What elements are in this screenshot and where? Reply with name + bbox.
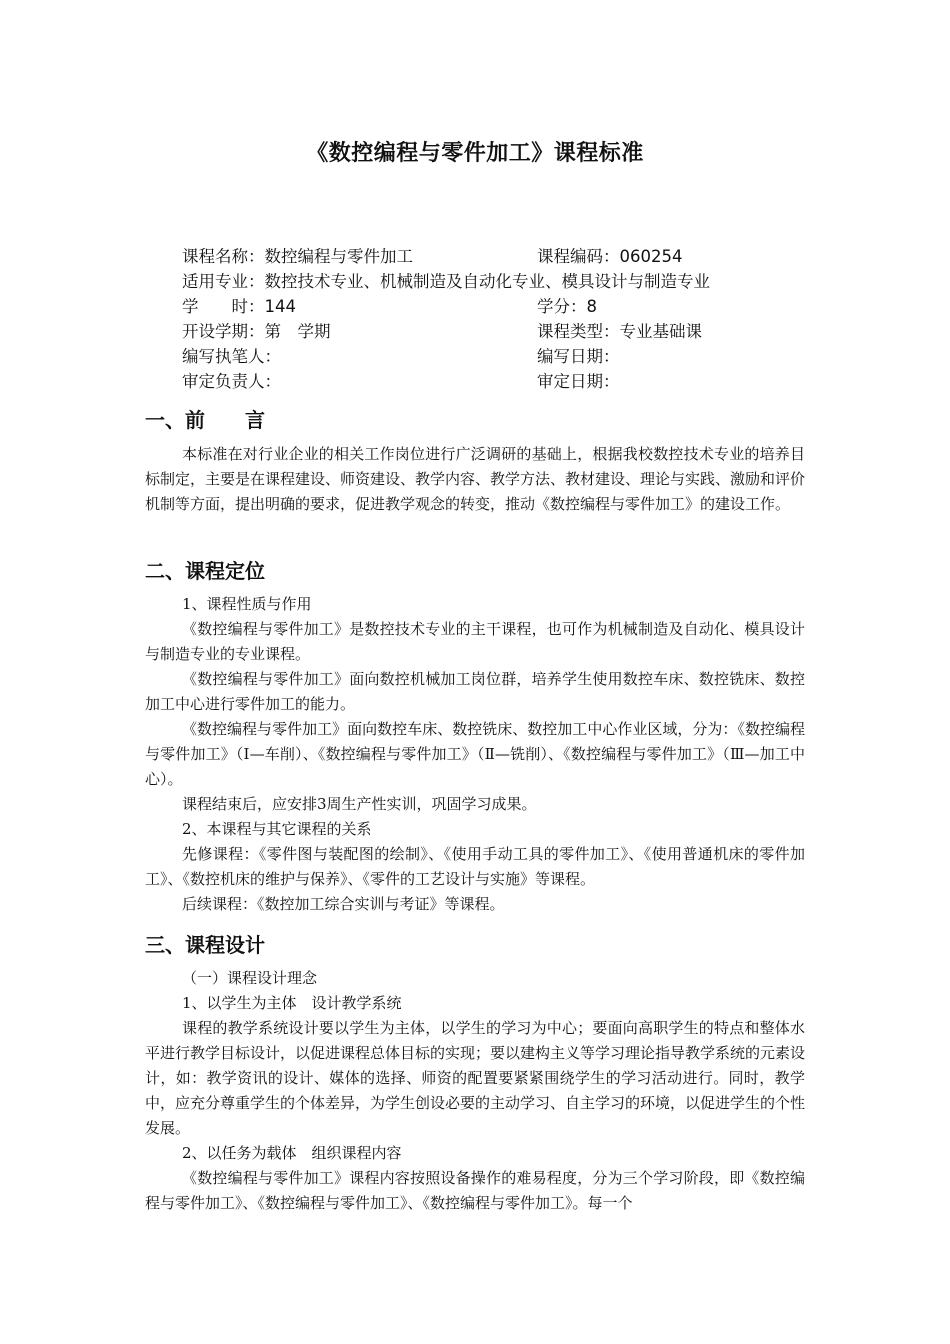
paragraph: 《数控编程与零件加工》是数控技术专业的主干课程，也可作为机械制造及自动化、模具设计与制造专业的专业课程。 — [145, 620, 805, 663]
meta-row — [182, 369, 822, 394]
meta-row — [182, 319, 822, 344]
course-hours: 学 时：144 — [182, 297, 296, 316]
paragraph: 课程结束后，应安排3周生产性实训，巩固学习成果。 — [182, 795, 537, 813]
subheading: 1、课程性质与作用 — [182, 595, 312, 613]
course-type: 课程类型：专业基础课 — [537, 322, 702, 341]
subheading: 2、本课程与其它课程的关系 — [182, 820, 372, 838]
paragraph: 课程的教学系统设计要以学生为主体，以学生的学习为中心；要面向高职学生的特点和整体水平进行教学目标设计，以促进课程总体目标的实现；要以建构主义等学习理论指导教学系统的元素设计，如：教学资讯的设计、媒体的选择、师资的配置要紧紧围绕学生的学习活动进行。同时，教学中，应充分尊重学生的个体差异，为学生创设必要的主动学习、自主学习的环境，以促进学生的个性发展。 — [145, 1019, 806, 1137]
section-heading-positioning: 二、课程定位 — [145, 559, 265, 583]
write-date: 编写日期： — [537, 347, 620, 366]
reviewer: 审定负责人： — [182, 372, 281, 391]
paragraph: 《数控编程与零件加工》面向数控机械加工岗位群，培养学生使用数控车床、数控铣床、数控加工中心进行零件加工的能力。 — [145, 670, 805, 713]
paragraph: 后续课程：《数控加工综合实训与考证》等课程。 — [182, 895, 505, 913]
subheading: 1、以学生为主体 设计教学系统 — [182, 994, 402, 1012]
section-heading-preface: 一、前 言 — [145, 408, 265, 432]
paragraph: 《数控编程与零件加工》面向数控车床、数控铣床、数控加工中心作业区域，分为：《数控编程与零件加工》（Ⅰ—车削）、《数控编程与零件加工》（Ⅱ—铣削）、《数控编程与零件加工》（Ⅲ—加工中心）。 — [145, 720, 805, 788]
course-code: 课程编码：060254 — [537, 247, 683, 266]
meta-row — [182, 294, 822, 319]
document-title: 《数控编程与零件加工》课程标准 — [306, 141, 644, 166]
author: 编写执笔人： — [182, 347, 281, 366]
meta-row — [182, 244, 822, 269]
paragraph: 本标准在对行业企业的相关工作岗位进行广泛调研的基础上，根据我校数控技术专业的培养目标制定，主要是在课程建设、师资建设、教学内容、教学方法、教材建设、理论与实践、激励和评价机制等方面，提出明确的要求，促进教学观念的转变，推动《数控编程与零件加工》的建设工作。 — [145, 445, 806, 513]
review-date: 审定日期： — [537, 372, 620, 391]
subheading: 2、以任务为载体 组织课程内容 — [182, 1144, 402, 1162]
meta-row — [182, 344, 822, 369]
section-positioning-body — [145, 592, 805, 917]
course-meta — [182, 244, 822, 394]
paragraph: 先修课程：《零件图与装配图的绘制》、《使用手动工具的零件加工》、《使用普通机床的零件加工》、《数控机床的维护与保养》、《零件的工艺设计与实施》等课程。 — [145, 845, 805, 888]
meta-row — [182, 269, 822, 294]
section-design-body — [145, 966, 805, 1216]
section-preface-body — [145, 442, 805, 517]
section-heading-design: 三、课程设计 — [145, 933, 265, 957]
course-name: 课程名称：数控编程与零件加工 — [182, 247, 413, 266]
course-semester: 开设学期：第 学期 — [182, 322, 331, 341]
applicable-majors: 适用专业：数控技术专业、机械制造及自动化专业、模具设计与制造专业 — [182, 272, 710, 291]
course-credits: 学分：8 — [537, 297, 597, 316]
subheading: （一）课程设计理念 — [182, 969, 318, 987]
paragraph: 《数控编程与零件加工》课程内容按照设备操作的难易程度，分为三个学习阶段，即《数控编程与零件加工》、《数控编程与零件加工》、《数控编程与零件加工》。每一个 — [145, 1169, 805, 1212]
